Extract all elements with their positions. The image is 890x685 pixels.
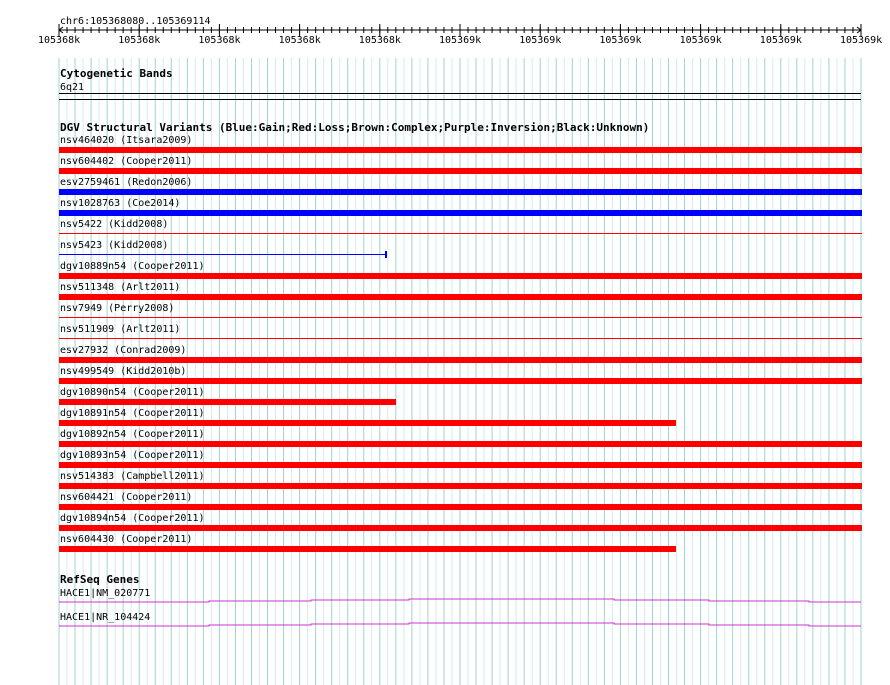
variant-label[interactable]: nsv499549 (Kidd2010b): [60, 366, 187, 377]
cytoband-line-top: [59, 93, 861, 94]
variant-bar[interactable]: [59, 338, 862, 339]
variant-label[interactable]: dgv10889n54 (Cooper2011): [60, 261, 205, 272]
ruler-tick-label: 105368k: [118, 35, 161, 46]
cytoband-track-title: Cytogenetic Bands: [60, 67, 173, 80]
variant-bar[interactable]: [59, 357, 862, 363]
variant-bar[interactable]: [59, 273, 862, 279]
variant-label[interactable]: dgv10894n54 (Cooper2011): [60, 513, 205, 524]
gene-intron-line: [59, 599, 861, 602]
location-label: chr6:105368080..105369114: [60, 16, 211, 27]
dgv-track-title: DGV Structural Variants (Blue:Gain;Red:Loss;Brown:Complex;Purple:Inversion;Black:Unknown): [60, 121, 650, 134]
variant-label[interactable]: nsv464020 (Itsara2009): [60, 135, 193, 146]
variant-label[interactable]: nsv604421 (Cooper2011): [60, 492, 193, 503]
variant-label[interactable]: dgv10893n54 (Cooper2011): [60, 450, 205, 461]
variant-bar[interactable]: [59, 420, 676, 426]
variant-label[interactable]: nsv514383 (Campbell2011): [60, 471, 205, 482]
variant-bar[interactable]: [59, 317, 862, 318]
ruler-tick-label: 105368k: [278, 35, 321, 46]
ruler-tick-label: 105368k: [198, 35, 241, 46]
variant-bar[interactable]: [59, 210, 862, 216]
variant-bar[interactable]: [59, 504, 862, 510]
ruler-tick-label: 105369k: [679, 35, 722, 46]
variant-label[interactable]: nsv7949 (Perry2008): [60, 303, 175, 314]
ruler-tick-label: 105369k: [840, 35, 883, 46]
variant-label[interactable]: esv27932 (Conrad2009): [60, 345, 187, 356]
refseq-track-title: RefSeq Genes: [60, 573, 140, 586]
variant-bar[interactable]: [59, 462, 862, 468]
ruler-tick-label: 105369k: [759, 35, 802, 46]
gene-label[interactable]: HACE1|NM_020771: [60, 588, 151, 599]
variant-bar[interactable]: [59, 254, 386, 255]
cytoband-name[interactable]: 6q21: [60, 82, 85, 93]
ruler-tick-label: 105369k: [439, 35, 482, 46]
variant-label[interactable]: nsv511348 (Arlt2011): [60, 282, 181, 293]
variant-bar[interactable]: [59, 189, 862, 195]
variant-bar[interactable]: [59, 546, 676, 552]
gene-model[interactable]: [0, 621, 890, 631]
variant-bar[interactable]: [59, 147, 862, 153]
gene-model[interactable]: [0, 597, 890, 607]
variant-bar[interactable]: [59, 525, 862, 531]
variant-bar[interactable]: [59, 168, 862, 174]
ruler-tick-label: 105369k: [519, 35, 562, 46]
variant-label[interactable]: nsv5422 (Kidd2008): [60, 219, 169, 230]
variant-label[interactable]: nsv5423 (Kidd2008): [60, 240, 169, 251]
variant-bar[interactable]: [59, 441, 862, 447]
variant-label[interactable]: esv2759461 (Redon2006): [60, 177, 193, 188]
variant-label[interactable]: nsv604402 (Cooper2011): [60, 156, 193, 167]
variant-bar[interactable]: [59, 294, 862, 300]
gene-intron-line: [59, 623, 861, 626]
variant-label[interactable]: nsv1028763 (Coe2014): [60, 198, 181, 209]
ruler-tick-label: 105368k: [358, 35, 401, 46]
variant-bar[interactable]: [59, 233, 862, 234]
ruler-tick-label: 105369k: [599, 35, 642, 46]
variant-bar[interactable]: [59, 483, 862, 489]
variant-label[interactable]: nsv511909 (Arlt2011): [60, 324, 181, 335]
variant-bar[interactable]: [59, 378, 862, 384]
variant-end-cap: [385, 251, 387, 258]
variant-label[interactable]: dgv10892n54 (Cooper2011): [60, 429, 205, 440]
cytoband-line-bottom: [59, 99, 861, 100]
variant-label[interactable]: dgv10890n54 (Cooper2011): [60, 387, 205, 398]
ruler-tick-label: 105368k: [38, 35, 81, 46]
variant-label[interactable]: nsv604430 (Cooper2011): [60, 534, 193, 545]
gene-label[interactable]: HACE1|NR_104424: [60, 612, 151, 623]
variant-bar[interactable]: [59, 399, 396, 405]
variant-label[interactable]: dgv10891n54 (Cooper2011): [60, 408, 205, 419]
